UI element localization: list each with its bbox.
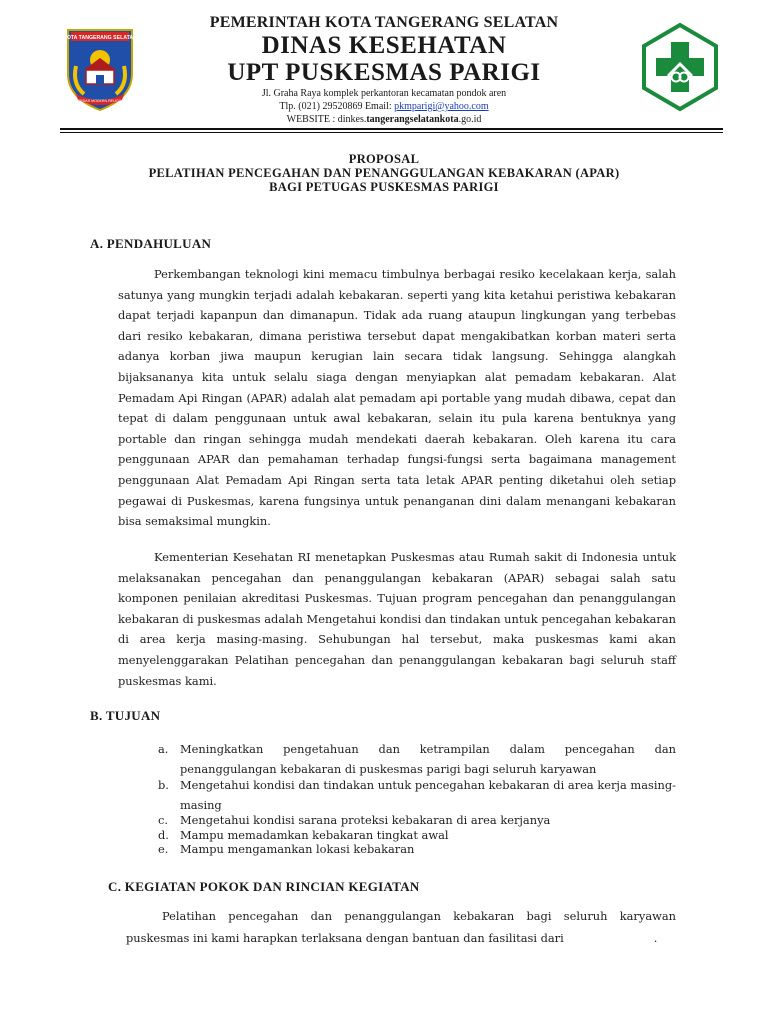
list-item-text: Mengetahui kondisi sarana proteksi kebakaran di area kerjanya bbox=[180, 813, 551, 827]
list-item-text: Meningkatkan pengetahuan dan ketrampilan dalam pencegahan dan penanggulangan kebakaran di puskesmas parigi bagi seluruh karyawan bbox=[180, 742, 676, 776]
section-a-paragraph-2-text: Kementerian Kesehatan RI menetapkan Puskesmas atau Rumah sakit di Indonesia untuk melaksanakan pencegahan dan penanggulangan kebakaran (APAR) sebagai salah satu komponen penilaian akreditasi Puskesmas. Tujuan program pencegahan dan penanggulangan kebakaran di puskesmas adalah Mengetahui kondisi dan tindakan untuk pencegahan kebakaran di area kerja masing-masing. Sehubungan hal tersebut, maka puskesmas kami akan menyelenggarakan Pelatihan pencegahan dan penanggulangan kebakaran bagi seluruh staff puskesmas kami. bbox=[118, 550, 676, 688]
website-line bbox=[150, 113, 618, 126]
list-item-text: Mampu mengamankan lokasi kebakaran bbox=[180, 842, 415, 856]
letterhead bbox=[150, 14, 618, 126]
section-a-paragraph-1-text: Perkembangan teknologi kini memacu timbulnya berbagai resiko kecelakaan kerja, salah satunya yang mungkin terjadi adalah kebakaran. seperti yang kita ketahui peristiwa kebakaran dapat terjadi kapanpun dan dimanapun. Tidak ada ruang ataupun lingkungan yang terbebas dari resiko kebakaran, dimana peristiwa tersebut dapat mengakibatkan korban materi serta adanya korban jiwa maupun kerugian lain secara tidak langsung. Sehingga alangkah bijaksananya kita untuk selalu siaga dengan menyiapkan alat pemadam kebakaran. Alat Pemadam Api Ringan (APAR) adalah alat pemadam api portable yang mudah dibawa, cepat dan tepat di dalam penggunaan untuk awal kebakaran, selain itu pula karena bentuknya yang portable dan ringan sehingga mudah mendekati daerah kebakaran. Oleh karena itu cara penggunaan APAR dan pemahaman terhadap fungsi-fungsi serta bagaimana management penggunaan Alat Pemadam Api Ringan serta tata letak APAR penting diketahui oleh setiap pegawai di Puskesmas, karena fungsinya untuk penanganan dini dalam menangani kebakaran bisa semaksimal mungkin. bbox=[118, 267, 676, 529]
website-domain: tangerangselatankota bbox=[366, 114, 459, 125]
title-line-2: PELATIHAN PENCEGAHAN DAN PENANGGULANGAN KEBAKARAN (APAR) bbox=[148, 166, 620, 180]
proposal-title bbox=[90, 152, 678, 194]
list-item-text: Mengetahui kondisi dan tindakan untuk pencegahan kebakaran di area kerja masing-masing bbox=[180, 778, 676, 812]
section-c-trailing: . bbox=[653, 930, 658, 945]
letterhead-rule-thick bbox=[60, 128, 723, 130]
list-item bbox=[158, 828, 676, 843]
list-marker: d. bbox=[158, 827, 169, 842]
website-suffix: .go.id bbox=[458, 114, 482, 125]
section-c-paragraph-1 bbox=[126, 906, 676, 949]
list-item-text: Mampu memadamkan kebakaran tingkat awal bbox=[180, 827, 449, 842]
title-line-1: PROPOSAL bbox=[348, 152, 420, 166]
section-c-heading: C. KEGIATAN POKOK DAN RINCIAN KEGIATAN bbox=[108, 879, 420, 894]
list-marker: e. bbox=[158, 842, 169, 856]
email-link[interactable]: pkmparigi@yahoo.com bbox=[394, 101, 489, 112]
section-a-paragraph-2 bbox=[118, 547, 676, 691]
address-line: Jl. Graha Raya komplek perkantoran kecamatan pondok aren bbox=[261, 88, 507, 99]
section-a-heading: A. PENDAHULUAN bbox=[90, 236, 212, 251]
contact-line bbox=[150, 100, 618, 113]
phone-text: Tlp. (021) 29520869 Email: bbox=[279, 101, 395, 112]
emblem-top-text: KOTA TANGERANG SELATAN bbox=[63, 35, 137, 41]
list-item bbox=[158, 739, 676, 779]
section-c-text: Pelatihan pencegahan dan penanggulangan kebakaran bagi seluruh karyawan puskesmas ini kami harapkan terlaksana dengan bantuan dan fasilitasi dari bbox=[126, 909, 676, 945]
list-item bbox=[158, 813, 676, 828]
list-marker: b. bbox=[158, 778, 169, 792]
website-sub: dinkes. bbox=[337, 114, 367, 125]
objectives-list bbox=[158, 739, 676, 857]
list-marker: c. bbox=[158, 813, 169, 827]
title-line-3: BAGI PETUGAS PUSKESMAS PARIGI bbox=[269, 180, 499, 194]
section-a-paragraph-1 bbox=[118, 264, 676, 532]
website-label: WEBSITE : bbox=[286, 114, 338, 125]
letterhead-rule-thin bbox=[60, 132, 723, 133]
list-item bbox=[158, 775, 676, 815]
government-name: PEMERINTAH KOTA TANGERANG SELATAN bbox=[209, 14, 559, 31]
unit-name: UPT PUSKESMAS PARIGI bbox=[227, 59, 541, 86]
emblem-bottom-text: CERDAS MODERN RELIGIUS bbox=[75, 99, 125, 103]
city-emblem-logo bbox=[62, 26, 138, 112]
list-marker: a. bbox=[158, 742, 169, 756]
list-item bbox=[158, 842, 676, 857]
puskesmas-logo bbox=[640, 22, 720, 112]
section-b-heading: B. TUJUAN bbox=[90, 708, 161, 723]
department-name: DINAS KESEHATAN bbox=[261, 32, 507, 59]
section-c-paragraph-1-text bbox=[126, 906, 676, 949]
